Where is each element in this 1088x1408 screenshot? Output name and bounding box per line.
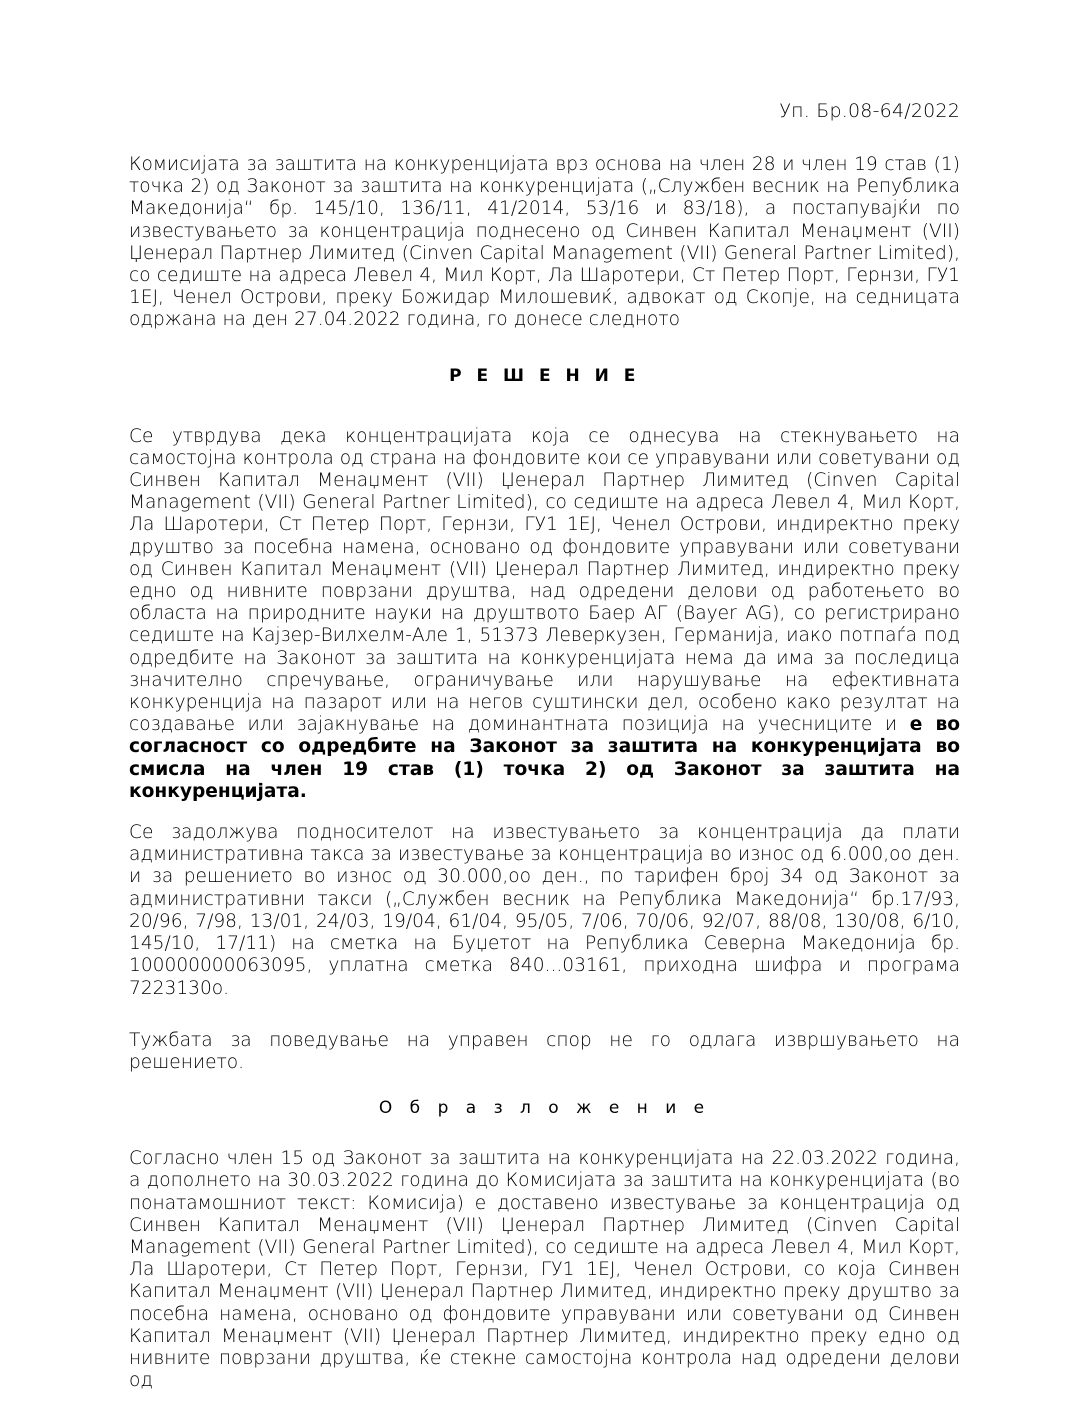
decision-paragraph-1-bold: е во согласност со одредбите на Законот за заштита на конкуренцијата во смисла на член 19 став (1) точка 2) од Законот за заштита на конкуренцијата. (129, 714, 960, 802)
decision-heading: Р Е Ш Е Н И Е (449, 365, 640, 386)
reasoning-paragraph-1: Согласно член 15 од Законот за заштита на конкуренцијата на 22.03.2022 година, а дополнето на 30.03.2022 година до Комисијата за заштита на конкуренцијата (во понатамошниот текст: Комисија) е доставено известување за концентрација од Синвен Капитал Менаџмент (VII) Џенерал Партнер Лимитед (Cinven Capital Management (VII) General Partner Limited), со седиште на адреса Левел 4, Мил Корт, Ла Шаротери, Ст Петер Порт, Гернзи, ГУ1 1ЕЈ, Ченел Острови, со која Синвен Капитал Менаџмент (VII) Џенерал Партнер Лимитед, индиректно преку друштво за посебна намена, основано од фондовите управувани или советувани од Синвен Капитал Менаџмент (VII) Џенерал Партнер Лимитед, индиректно преку едно од нивните поврзани друштва, ќе стекне самостојна контрола над одредени делови од (129, 1148, 960, 1392)
case-reference-number: Уп. Бр.08-64/2022 (779, 100, 960, 122)
paragraph-spacer (129, 1000, 960, 1030)
decision-paragraph-1-text: Се утврдува дека концентрацијата која се однесува на стекнувањето на самостојна контрола од страна на фондовите кои се управувани или советувани од Синвен Капитал Менаџмент (VII) Џенерал Партнер Лимитед (Cinven Capital Management (VII) General Partner Limited), со седиште на адреса Левел 4, Мил Корт, Ла Шаротери, Ст Петер Порт, Гернзи, ГУ1 1ЕЈ, Ченел Острови, индиректно преку друштво за посебна намена, основано од фондовите управувани или советувани од Синвен Капитал Менаџмент (VII) Џенерал Партнер Лимитед, индиректно преку едно од нивните поврзани друштва, над одредени делови од работењето во областа на природните науки на друштвото Баер АГ (Bayer AG), со регистрирано седиште на Кајзер-Вилхелм-Але 1, 51373 Леверкузен, Германија, иако потпаѓа под одредбите на Законот за заштита на конкуренцијата нема да има за последица значително спречување, ограничување или нарушување на ефективната конкуренција на пазарот или на негов суштински дел, особено како резултат на создавање или зајакнување на доминантната позиција на учесниците и (129, 425, 960, 736)
decision-paragraph-2: Се задолжува подносителот на известувањето за концентрација да плати административна такса за известување за концентрација во износ од 6.000,оо ден. и за решението во износ од 30.000,оо ден., по тарифен број 34 од Законот за административни такси („Службен весник на Република Македонија“ бр.17/93, 20/96, 7/98, 13/01, 24/03, 19/04, 61/04, 95/05, 7/06, 70/06, 92/07, 88/08, 130/08, 6/10, 145/10, 17/11) на сметка на Буџетот на Република Северна Македонија бр. 100000000063095, уплатна сметка 840...03161, приходна шифра и програма 7223130о. (129, 822, 960, 999)
decision-paragraph-3: Тужбата за поведување на управен спор не го одлага извршувањето на решението. (129, 1029, 960, 1073)
decision-paragraph-1 (129, 426, 960, 803)
reasoning-heading: О б р а з л о ж е н и е (378, 1098, 711, 1119)
paragraph-spacer (129, 803, 960, 822)
document-body (129, 154, 960, 1392)
intro-paragraph: Комисијата за заштита на конкуренцијата врз основа на член 28 и член 19 став (1) точка 2) од Законот за заштита на конкуренцијата („Службен весник на Република Македонија“ бр. 145/10, 136/11, 41/2014, 53/16 и 83/18), а постапувајќи по известувањето за концентрација поднесено од Синвен Капитал Менаџмент (VII) Џенерал Партнер Лимитед (Cinven Capital Management (VII) General Partner Limited), со седиште на адреса Левел 4, Мил Корт, Ла Шаротери, Ст Петер Порт, Гернзи, ГУ1 1ЕЈ, Ченел Острови, преку Божидар Милошевиќ, адвокат од Скопје, на седницата одржана на ден 27.04.2022 година, го донесе следното (129, 154, 960, 331)
